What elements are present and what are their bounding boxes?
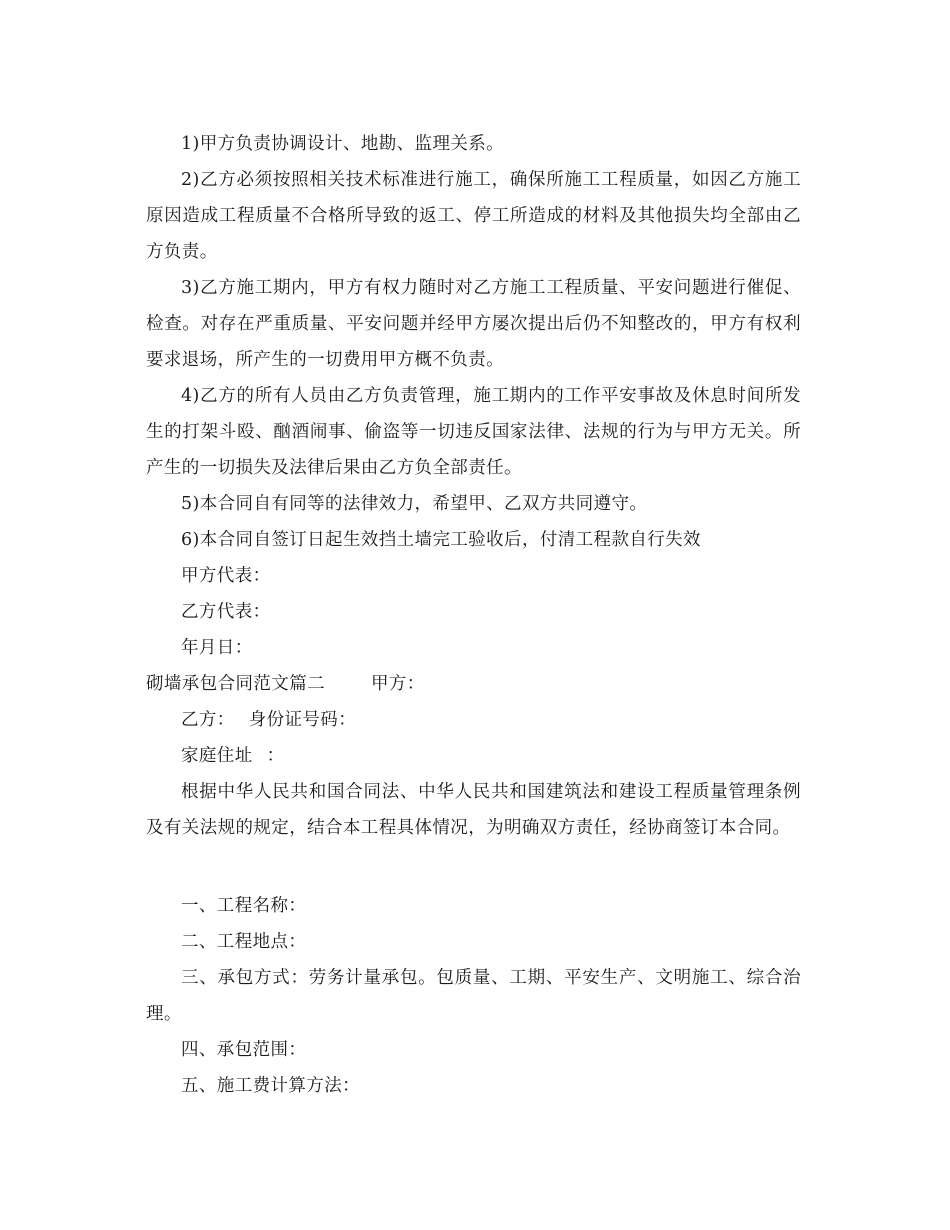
preamble-paragraph: 根据中华人民共和国合同法、中华人民共和国建筑法和建设工程质量管理条例及有关法规的规定，结合本工程具体情况，为明确双方责任，经协商签订本合同。 <box>146 782 801 838</box>
project-name: 一、工程名称： <box>181 896 307 916</box>
contracting-scope: 四、承包范围： <box>181 1040 307 1060</box>
clause-4: 4)乙方的所有人员由乙方负责管理，施工期内的工作平安事故及休息时间所发生的打架斗殴、酗酒闹事、偷盗等一切违反国家法律、法规的行为与甲方无关。所产生的一切损失及法律后果由乙方负全部责任。 <box>146 386 801 478</box>
party-a-label: 甲方： <box>371 674 425 694</box>
clause-1: 1)甲方负责协调设计、地勘、监理关系。 <box>181 134 505 154</box>
clause-3: 3)乙方施工期内，甲方有权力随时对乙方施工工程质量、平安问题进行催促、检查。对存在严重质量、平安问题并经甲方屡次提出后仍不知整改的，甲方有权利要求退场，所产生的一切费用甲方概不负责。 <box>146 278 801 370</box>
address-label: 家庭住址 <box>181 746 253 766</box>
contracting-method: 三、承包方式：劳务计量承包。包质量、工期、平安生产、文明施工、综合治理。 <box>146 968 801 1024</box>
party-b-representative: 乙方代表： <box>181 602 271 622</box>
second-contract-title: 砌墙承包合同范文篇二 <box>146 674 325 694</box>
signing-date: 年月日： <box>181 638 253 658</box>
clause-2: 2)乙方必须按照相关技术标准进行施工，确保所施工工程质量，如因乙方施工原因造成工程质量不合格所导致的返工、停工所造成的材料及其他损失均全部由乙方负责。 <box>146 170 801 262</box>
project-location: 二、工程地点： <box>181 932 307 952</box>
party-a-representative: 甲方代表： <box>181 566 271 586</box>
second-contract-heading <box>146 666 801 702</box>
clause-6: 6)本合同自签订日起生效挡土墙完工验收后，付清工程款自行失效 <box>181 530 701 550</box>
fee-calculation: 五、施工费计算方法： <box>181 1076 360 1096</box>
clause-5: 5)本合同自有同等的法律效力，希望甲、乙双方共同遵守。 <box>181 494 648 514</box>
address-line <box>146 738 801 774</box>
id-number-label: 身份证号码： <box>248 710 357 730</box>
party-b-label: 乙方： <box>181 710 235 730</box>
party-b-line <box>146 702 801 738</box>
address-colon: ： <box>266 746 285 766</box>
